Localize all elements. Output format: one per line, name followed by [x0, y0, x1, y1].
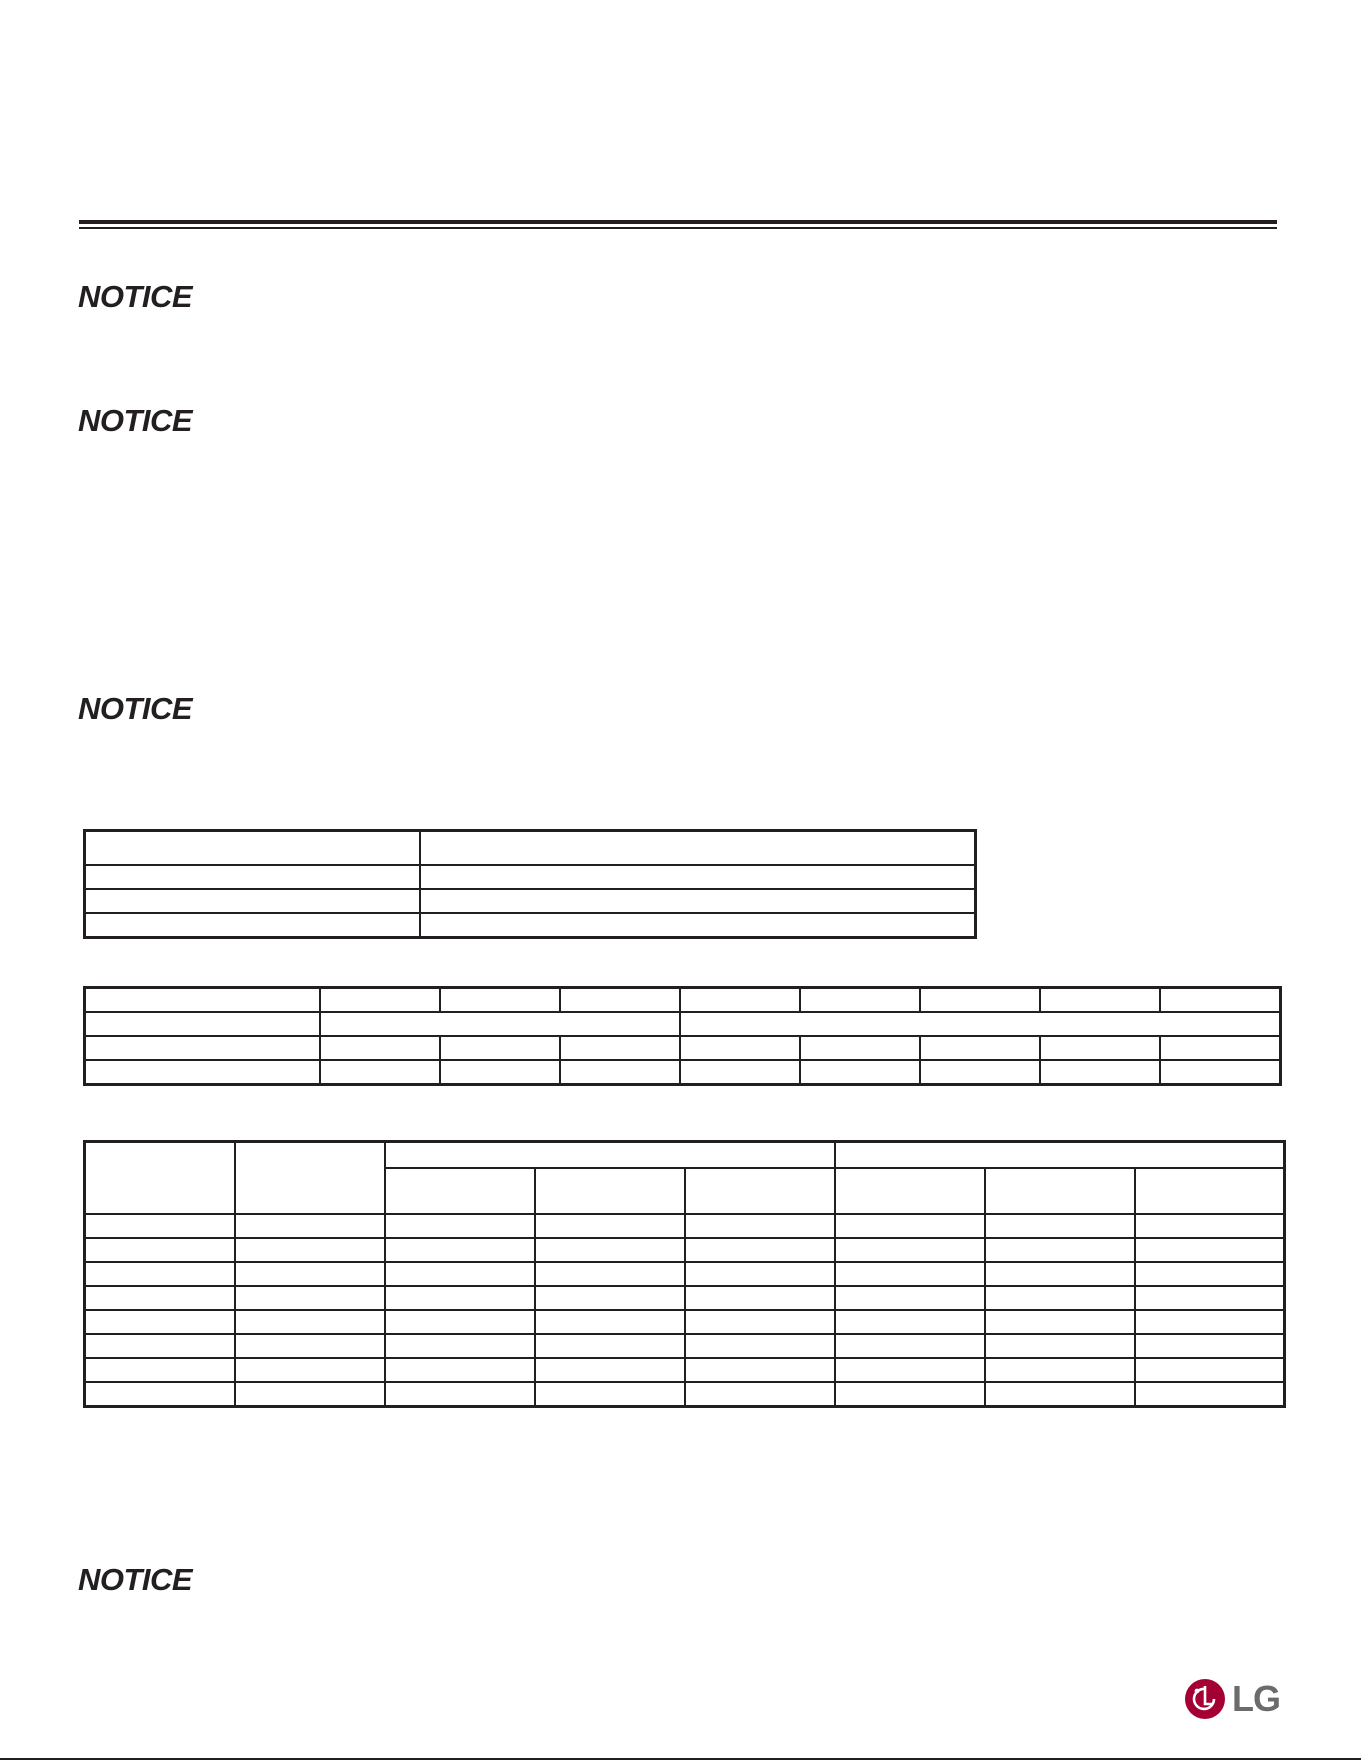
table-row [85, 1214, 1285, 1238]
table-row [85, 865, 976, 889]
notice-heading: NOTICE [78, 279, 193, 314]
table-row [85, 1382, 1285, 1407]
table-row [85, 889, 976, 913]
spec-table-2 [83, 986, 1282, 1086]
table-row [85, 1036, 1281, 1060]
notice-heading: NOTICE [78, 403, 193, 438]
table-header-row [85, 1142, 1285, 1169]
table-row [85, 1012, 1281, 1036]
spec-table-1 [83, 829, 977, 939]
lg-face-icon [1184, 1678, 1226, 1720]
header-rule-thick [79, 220, 1277, 224]
table-row [85, 1310, 1285, 1334]
table-row [85, 1334, 1285, 1358]
header-rule-thin [79, 227, 1277, 229]
notice-heading: NOTICE [78, 1562, 193, 1597]
brand-logo [1184, 1678, 1280, 1720]
table-row [85, 1262, 1285, 1286]
table-row [85, 1286, 1285, 1310]
table-row [85, 1238, 1285, 1262]
table-row [85, 1060, 1281, 1085]
footer-rule [0, 1758, 1361, 1760]
notice-heading: NOTICE [78, 691, 193, 726]
brand-wordmark: LG [1232, 1678, 1280, 1719]
table-row [85, 913, 976, 938]
table-row [85, 831, 976, 866]
table-row [85, 988, 1281, 1013]
spec-table-3 [83, 1140, 1286, 1408]
table-row [85, 1358, 1285, 1382]
